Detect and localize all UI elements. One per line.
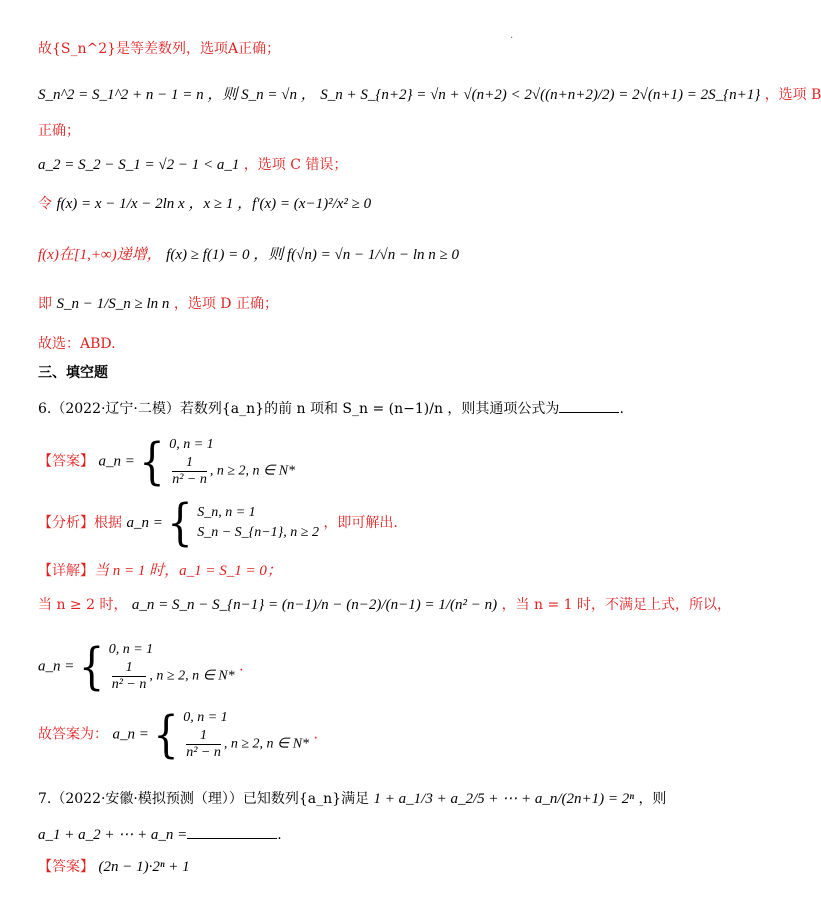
detail-lhs: a_n = bbox=[38, 658, 75, 675]
brace: { bbox=[153, 705, 179, 764]
frac-den: n² − n bbox=[186, 745, 221, 760]
eq-fx-ge: f(x) ≥ f(1) = 0 ，则 f(√n) = √n − 1/√n − ln n ≥ 0 bbox=[166, 247, 460, 263]
line-6 bbox=[38, 246, 459, 264]
answer-cases bbox=[169, 435, 295, 488]
frac-den: n² − n bbox=[172, 472, 207, 487]
case-1: 0, n = 1 bbox=[108, 642, 154, 657]
detail-cases bbox=[109, 640, 235, 693]
let-text: 令 bbox=[38, 196, 52, 212]
analysis-text-b: ，即可解出. bbox=[323, 515, 398, 531]
option-d: ，选项 D 正确； bbox=[173, 296, 278, 312]
eq-a2: a_2 = S_2 − S_1 = √2 − 1 < a_1 bbox=[38, 157, 240, 173]
detail-tag: 【详解】 bbox=[38, 563, 94, 579]
eq-sn-ln: S_n − 1/S_n ≥ ln n bbox=[56, 296, 170, 312]
period: . bbox=[619, 401, 624, 417]
answer-tag: 【答案】 bbox=[38, 453, 94, 470]
analysis-lhs: a_n = bbox=[126, 515, 163, 531]
question-7-line2 bbox=[38, 824, 282, 844]
frac-den: n² − n bbox=[111, 677, 147, 692]
period: . bbox=[313, 726, 318, 743]
eq-sn-inequality: S_n + S_{n+2} = √n + √(n+2) < 2√((n+n+2)/2) = 2√(n+1) = 2S_{n+1} bbox=[320, 87, 761, 103]
eq-sn-squared: S_n^2 = S_1^2 + n − 1 = n ，则 S_n = √n ， bbox=[38, 87, 316, 103]
case-2 bbox=[109, 660, 235, 693]
case-2 bbox=[183, 728, 309, 761]
detail-6a bbox=[38, 562, 282, 580]
sum-eq: a_1 + a_2 + ⋯ + a_n = bbox=[38, 827, 188, 843]
eq-fx: f(x) = x − 1/x − 2ln x ，x ≥ 1 ，f′(x) = (x−1)²/x² ≥ 0 bbox=[56, 196, 372, 212]
frac-num: 1 bbox=[112, 660, 147, 677]
line-8: 故选：ABD. bbox=[38, 336, 116, 352]
detail-text-a: 当 n = 1 时，a_1 = S_1 = 0； bbox=[94, 563, 282, 579]
brace: { bbox=[78, 637, 105, 696]
line-5 bbox=[38, 195, 371, 213]
case-2-cond: , n ≥ 2, n ∈ N* bbox=[149, 668, 235, 684]
case-2-cond: , n ≥ 2, n ∈ N* bbox=[223, 736, 310, 752]
period: . bbox=[277, 827, 282, 843]
line-2 bbox=[38, 86, 821, 104]
analysis-cases bbox=[197, 503, 319, 543]
period: . bbox=[239, 658, 244, 675]
detail-text-b1: 当 n ≥ 2 时， bbox=[38, 597, 128, 613]
question-7-tail: ，则 bbox=[638, 791, 667, 807]
answer-lhs: a_n = bbox=[98, 453, 135, 470]
frac-num: 1 bbox=[172, 455, 207, 472]
brace: { bbox=[167, 494, 193, 552]
blank bbox=[187, 824, 277, 839]
final-text: 故答案为： bbox=[38, 726, 108, 743]
option-c: ，选项 C 错误； bbox=[243, 157, 348, 173]
final-lhs: a_n = bbox=[112, 726, 149, 743]
case-1: S_n, n = 1 bbox=[197, 505, 256, 520]
detail-eq: a_n = S_n − S_{n−1} = (n−1)/n − (n−2)/(n−1) = 1/(n² − n) bbox=[131, 597, 498, 613]
case-2-cond: , n ≥ 2, n ∈ N* bbox=[209, 463, 296, 479]
section-heading: 三、填空题 bbox=[38, 365, 108, 381]
analysis-6 bbox=[38, 494, 398, 552]
answer-6 bbox=[38, 432, 296, 491]
detail-6b bbox=[38, 596, 731, 614]
case-2: S_n − S_{n−1}, n ≥ 2 bbox=[197, 525, 319, 540]
answer-7 bbox=[38, 858, 190, 876]
question-7 bbox=[38, 790, 666, 808]
detail-text-b3: ，当 n = 1 时，不满足上式，所以， bbox=[501, 597, 732, 613]
case-2 bbox=[169, 455, 295, 488]
frac-num: 1 bbox=[186, 728, 221, 745]
question-7-text: 7.（2022·安徽·模拟预测（理））已知数列{a_n}满足 bbox=[38, 791, 370, 807]
option-b: ，选项 B bbox=[764, 87, 821, 103]
brace: { bbox=[139, 432, 165, 491]
case-1: 0, n = 1 bbox=[183, 710, 228, 725]
detail-6c bbox=[38, 637, 244, 696]
analysis-text-a: 根据 bbox=[94, 515, 122, 531]
line-3: 正确； bbox=[38, 123, 80, 139]
ji-text: 即 bbox=[38, 296, 52, 312]
line-4 bbox=[38, 156, 347, 174]
line-7 bbox=[38, 295, 278, 313]
analysis-tag: 【分析】 bbox=[38, 515, 94, 531]
fx-increasing: f(x)在[1,+∞)递增， bbox=[38, 247, 162, 263]
question-6-text: 6.（2022·辽宁·二模）若数列{a_n}的前 n 项和 S_n = (n−1)/n ，则其通项公式为 bbox=[38, 401, 560, 417]
final-cases bbox=[183, 708, 309, 761]
final-answer-6 bbox=[38, 705, 318, 764]
answer-7-value: (2n − 1)·2ⁿ + 1 bbox=[98, 859, 190, 875]
corner-dot: . bbox=[510, 30, 514, 41]
question-6 bbox=[38, 398, 624, 418]
line-1: 故{S_n^2}是等差数列，选项A正确； bbox=[38, 41, 281, 57]
case-1: 0, n = 1 bbox=[169, 437, 214, 452]
answer-tag: 【答案】 bbox=[38, 859, 94, 875]
blank bbox=[559, 398, 619, 413]
question-7-eq: 1 + a_1/3 + a_2/5 + ⋯ + a_n/(2n+1) = 2ⁿ bbox=[373, 791, 634, 807]
